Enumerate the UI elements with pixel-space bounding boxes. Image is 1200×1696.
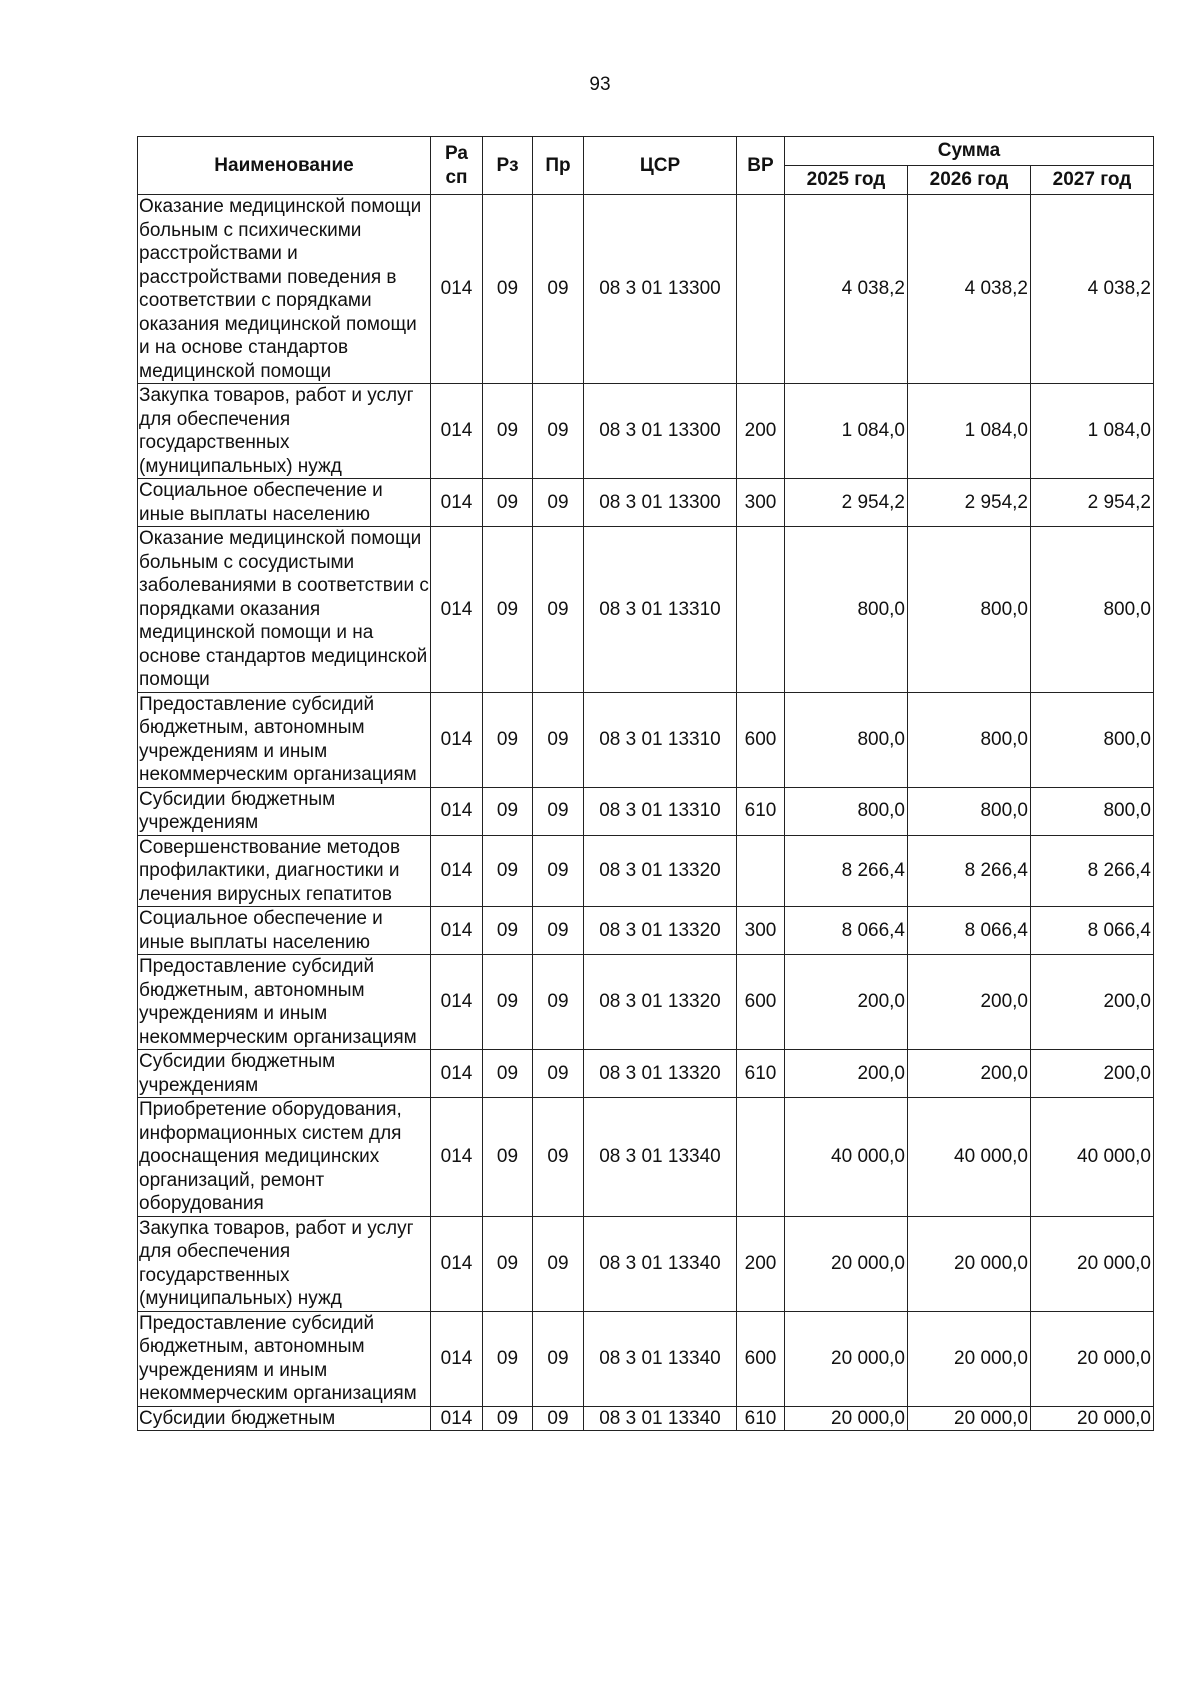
cell-pr: 09 <box>533 907 584 955</box>
cell-sum-2026: 4 038,2 <box>908 195 1031 384</box>
cell-vr: 610 <box>737 1406 785 1431</box>
table-row <box>138 1050 1154 1098</box>
cell-csr: 08 3 01 13340 <box>584 1216 737 1311</box>
cell-rasp: 014 <box>431 955 483 1050</box>
cell-sum-2027: 4 038,2 <box>1031 195 1154 384</box>
cell-name: Совершенствование методов профилактики, диагностики и лечения вирусных гепатитов <box>138 835 431 907</box>
cell-rasp: 014 <box>431 1216 483 1311</box>
cell-csr: 08 3 01 13340 <box>584 1098 737 1217</box>
cell-csr: 08 3 01 13320 <box>584 835 737 907</box>
cell-pr: 09 <box>533 1216 584 1311</box>
cell-sum-2025: 200,0 <box>785 1050 908 1098</box>
table-body <box>138 195 1154 1431</box>
cell-vr: 200 <box>737 384 785 479</box>
cell-sum-2025: 8 066,4 <box>785 907 908 955</box>
cell-csr: 08 3 01 13310 <box>584 787 737 835</box>
cell-vr: 600 <box>737 955 785 1050</box>
cell-vr: 300 <box>737 907 785 955</box>
header-year-2025: 2025 год <box>785 166 908 195</box>
table-row <box>138 787 1154 835</box>
table-row <box>138 955 1154 1050</box>
page-number: 93 <box>589 74 611 95</box>
cell-csr: 08 3 01 13340 <box>584 1406 737 1431</box>
table-row <box>138 527 1154 693</box>
cell-csr: 08 3 01 13310 <box>584 692 737 787</box>
cell-sum-2027: 8 066,4 <box>1031 907 1154 955</box>
header-name: Наименование <box>138 137 431 195</box>
cell-name: Предоставление субсидий бюджетным, автономным учреждениям и иным некоммерческим организациям <box>138 1311 431 1406</box>
cell-sum-2026: 1 084,0 <box>908 384 1031 479</box>
header-vr: ВР <box>737 137 785 195</box>
cell-name: Субсидии бюджетным учреждениям <box>138 787 431 835</box>
cell-pr: 09 <box>533 692 584 787</box>
cell-name: Социальное обеспечение и иные выплаты населению <box>138 907 431 955</box>
cell-rasp: 014 <box>431 479 483 527</box>
cell-name: Оказание медицинской помощи больным с сосудистыми заболеваниями в соответствии с порядками оказания медицинской помощи и на основе стандартов медицинской помощи <box>139 528 429 690</box>
cell-vr <box>737 527 785 693</box>
cell-sum-2025: 800,0 <box>785 692 908 787</box>
cell-rasp: 014 <box>431 787 483 835</box>
header-year-2027: 2027 год <box>1031 166 1154 195</box>
cell-sum-2026: 800,0 <box>908 527 1031 693</box>
cell-csr: 08 3 01 13300 <box>584 479 737 527</box>
cell-pr: 09 <box>533 955 584 1050</box>
cell-csr: 08 3 01 13340 <box>584 1311 737 1406</box>
cell-name: Предоставление субсидий бюджетным, автономным учреждениям и иным некоммерческим организациям <box>138 692 431 787</box>
cell-sum-2027: 800,0 <box>1031 527 1154 693</box>
cell-vr <box>737 835 785 907</box>
cell-sum-2027: 20 000,0 <box>1031 1406 1154 1431</box>
cell-sum-2025: 40 000,0 <box>785 1098 908 1217</box>
cell-sum-2026: 800,0 <box>908 692 1031 787</box>
cell-sum-2025: 1 084,0 <box>785 384 908 479</box>
cell-rz: 09 <box>483 195 533 384</box>
cell-rz: 09 <box>483 384 533 479</box>
cell-pr: 09 <box>533 384 584 479</box>
cell-sum-2027: 800,0 <box>1031 787 1154 835</box>
cell-rz: 09 <box>483 907 533 955</box>
cell-sum-2027: 200,0 <box>1031 955 1154 1050</box>
cell-rasp: 014 <box>431 692 483 787</box>
cell-sum-2026: 2 954,2 <box>908 479 1031 527</box>
cell-pr: 09 <box>533 1311 584 1406</box>
table-row <box>138 195 1154 384</box>
cell-name: Оказание медицинской помощи больным с психическими расстройствами и расстройствами поведения в соответствии с порядками оказания медицинской помощи и на основе стандартов медицинской помощи <box>138 195 431 384</box>
cell-rz: 09 <box>483 1050 533 1098</box>
cell-sum-2026: 20 000,0 <box>908 1406 1031 1431</box>
cell-rasp: 014 <box>431 384 483 479</box>
cell-sum-2027: 800,0 <box>1031 692 1154 787</box>
cell-pr: 09 <box>533 1406 584 1431</box>
header-pr: Пр <box>533 137 584 195</box>
header-year-2026: 2026 год <box>908 166 1031 195</box>
table-row <box>138 1406 1154 1431</box>
cell-vr: 610 <box>737 787 785 835</box>
cell-vr: 600 <box>737 692 785 787</box>
cell-rasp: 014 <box>431 527 483 693</box>
cell-rasp: 014 <box>431 1050 483 1098</box>
cell-rasp: 014 <box>431 1098 483 1217</box>
cell-name: Закупка товаров, работ и услуг для обеспечения государственных (муниципальных) нужд <box>138 1216 431 1311</box>
cell-rz: 09 <box>483 1098 533 1217</box>
cell-vr <box>737 1098 785 1217</box>
header-rz: Рз <box>483 137 533 195</box>
cell-name: Приобретение оборудования, информационных систем для дооснащения медицинских организаций, ремонт оборудования <box>138 1098 431 1217</box>
cell-sum-2025: 20 000,0 <box>785 1216 908 1311</box>
header-csr: ЦСР <box>584 137 737 195</box>
cell-sum-2025: 20 000,0 <box>785 1406 908 1431</box>
cell-csr: 08 3 01 13300 <box>584 195 737 384</box>
cell-vr: 610 <box>737 1050 785 1098</box>
cell-rz: 09 <box>483 479 533 527</box>
cell-sum-2027: 8 266,4 <box>1031 835 1154 907</box>
cell-pr: 09 <box>533 479 584 527</box>
cell-pr: 09 <box>533 1098 584 1217</box>
cell-sum-2025: 800,0 <box>785 527 908 693</box>
cell-csr: 08 3 01 13300 <box>584 384 737 479</box>
cell-sum-2027: 2 954,2 <box>1031 479 1154 527</box>
table-row <box>138 692 1154 787</box>
cell-sum-2026: 8 266,4 <box>908 835 1031 907</box>
cell-sum-2026: 40 000,0 <box>908 1098 1031 1217</box>
cell-pr: 09 <box>533 527 584 693</box>
cell-rz: 09 <box>483 1406 533 1431</box>
cell-rasp: 014 <box>431 1311 483 1406</box>
cell-pr: 09 <box>533 787 584 835</box>
cell-csr: 08 3 01 13320 <box>584 955 737 1050</box>
cell-name: Предоставление субсидий бюджетным, автономным учреждениям и иным некоммерческим организациям <box>138 955 431 1050</box>
cell-rasp: 014 <box>431 907 483 955</box>
header-sum: Сумма <box>785 137 1154 166</box>
cell-vr: 600 <box>737 1311 785 1406</box>
table-header <box>138 137 1154 195</box>
cell-sum-2026: 20 000,0 <box>908 1216 1031 1311</box>
budget-table <box>137 136 1154 1431</box>
cell-rz: 09 <box>483 835 533 907</box>
cell-rasp: 014 <box>431 1406 483 1431</box>
table-row <box>138 384 1154 479</box>
cell-rasp: 014 <box>431 835 483 907</box>
table-row <box>138 835 1154 907</box>
cell-rz: 09 <box>483 692 533 787</box>
cell-sum-2026: 200,0 <box>908 955 1031 1050</box>
cell-sum-2027: 40 000,0 <box>1031 1098 1154 1217</box>
cell-vr: 300 <box>737 479 785 527</box>
cell-csr: 08 3 01 13310 <box>584 527 737 693</box>
cell-sum-2026: 800,0 <box>908 787 1031 835</box>
table-row <box>138 907 1154 955</box>
cell-sum-2026: 200,0 <box>908 1050 1031 1098</box>
cell-sum-2025: 4 038,2 <box>785 195 908 384</box>
cell-sum-2027: 200,0 <box>1031 1050 1154 1098</box>
cell-name: Субсидии бюджетным <box>138 1406 431 1431</box>
cell-sum-2026: 20 000,0 <box>908 1311 1031 1406</box>
cell-vr: 200 <box>737 1216 785 1311</box>
table-row <box>138 1098 1154 1217</box>
cell-name: Социальное обеспечение и иные выплаты населению <box>138 479 431 527</box>
cell-rz: 09 <box>483 787 533 835</box>
cell-sum-2025: 20 000,0 <box>785 1311 908 1406</box>
table-row <box>138 1216 1154 1311</box>
cell-rz: 09 <box>483 1311 533 1406</box>
cell-pr: 09 <box>533 835 584 907</box>
cell-pr: 09 <box>533 195 584 384</box>
cell-sum-2025: 8 266,4 <box>785 835 908 907</box>
cell-sum-2027: 1 084,0 <box>1031 384 1154 479</box>
cell-sum-2025: 200,0 <box>785 955 908 1050</box>
cell-rz: 09 <box>483 955 533 1050</box>
table-row <box>138 1311 1154 1406</box>
cell-name: Закупка товаров, работ и услуг для обеспечения государственных (муниципальных) нужд <box>138 384 431 479</box>
cell-sum-2026: 8 066,4 <box>908 907 1031 955</box>
cell-sum-2027: 20 000,0 <box>1031 1216 1154 1311</box>
cell-sum-2025: 800,0 <box>785 787 908 835</box>
cell-rz: 09 <box>483 1216 533 1311</box>
cell-csr: 08 3 01 13320 <box>584 1050 737 1098</box>
table-row <box>138 479 1154 527</box>
cell-name: Субсидии бюджетным учреждениям <box>138 1050 431 1098</box>
cell-rz: 09 <box>483 527 533 693</box>
header-rasp: Ра сп <box>431 137 483 195</box>
cell-rasp: 014 <box>431 195 483 384</box>
cell-csr: 08 3 01 13320 <box>584 907 737 955</box>
cell-vr <box>737 195 785 384</box>
cell-sum-2027: 20 000,0 <box>1031 1311 1154 1406</box>
cell-sum-2025: 2 954,2 <box>785 479 908 527</box>
cell-pr: 09 <box>533 1050 584 1098</box>
